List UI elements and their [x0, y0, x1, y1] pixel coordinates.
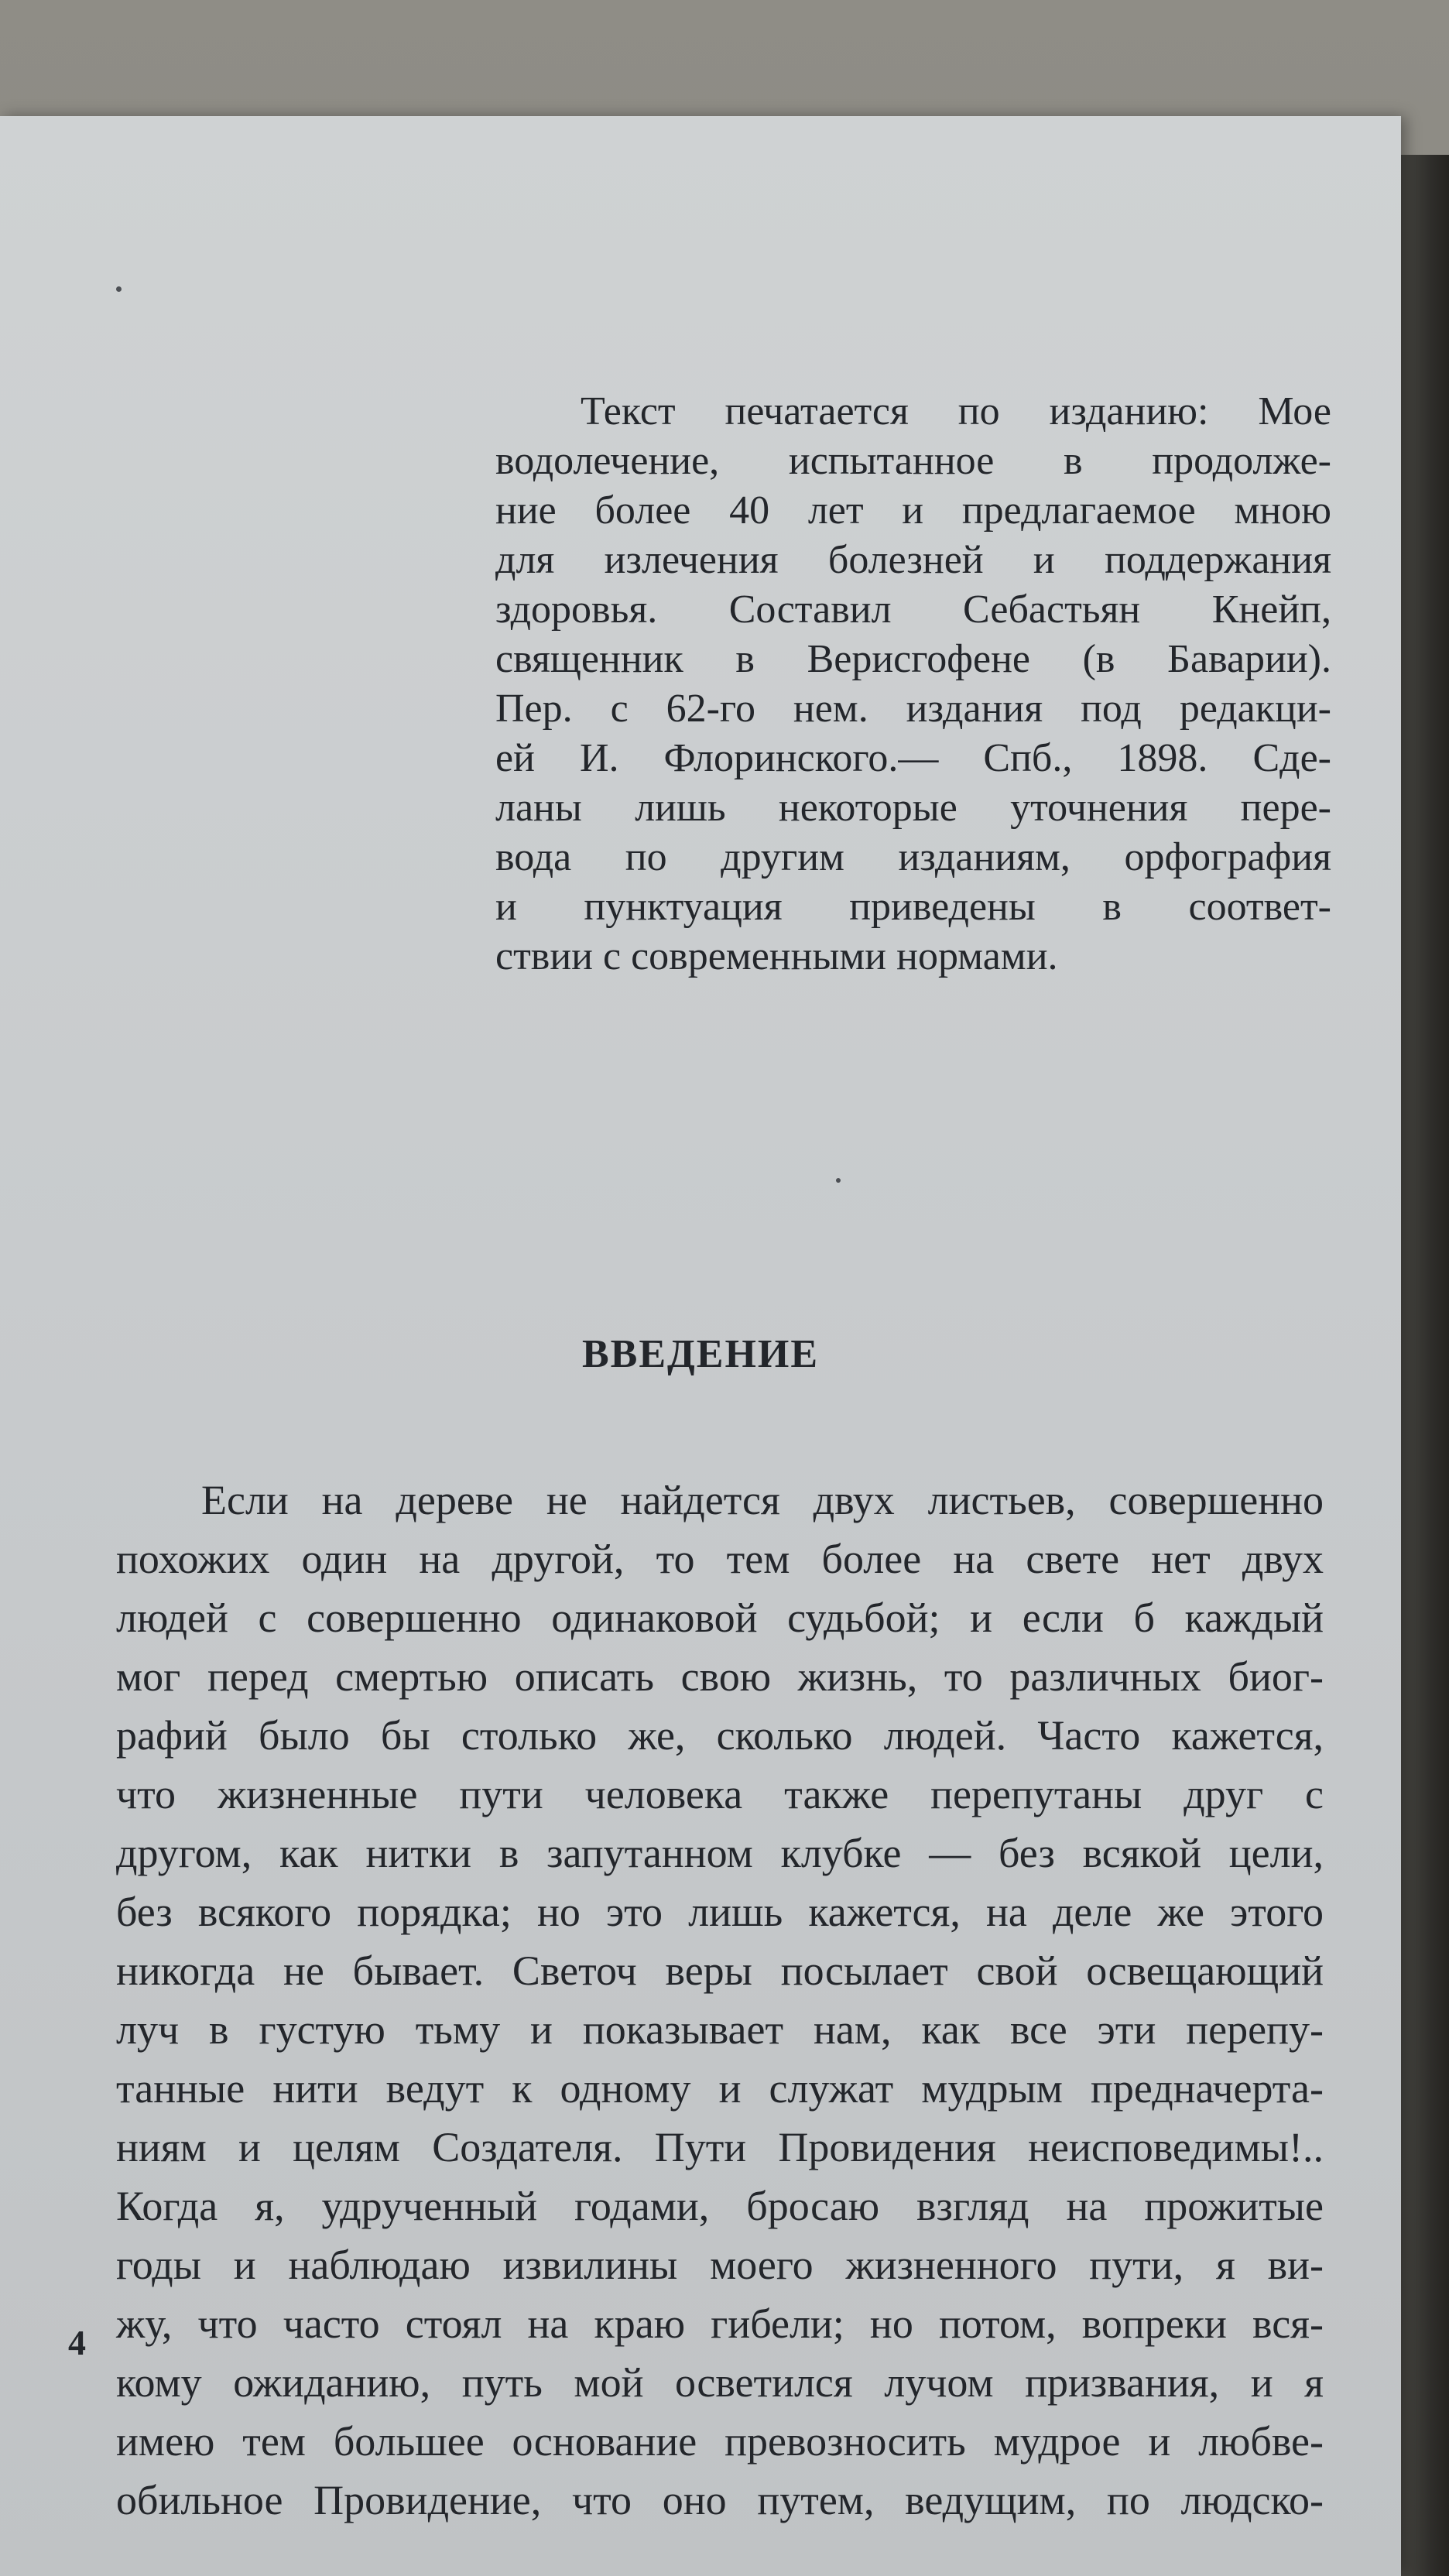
- body-line: что жизненные пути человека также перепутаны друг с: [116, 1771, 1324, 1817]
- note-line: здоровья. Составил Себастьян Кнейп,: [495, 587, 1331, 632]
- body-line: похожих один на другой, то тем более на свете нет двух: [116, 1536, 1324, 1582]
- section-heading: ВВЕДЕНИЕ: [581, 1332, 820, 1376]
- page-edge: [1401, 155, 1449, 2576]
- note-line: вода по другим изданиям, орфография: [495, 835, 1331, 879]
- body-line: рафий было бы столько же, сколько людей. Часто кажется,: [116, 1712, 1324, 1759]
- page-number: 4: [68, 2323, 86, 2362]
- body-line: людей с совершенно одинаковой судьбой; и если б каждый: [116, 1595, 1324, 1641]
- note-line: Текст печатается по изданию: Мое: [581, 389, 1331, 433]
- note-line: Пер. с 62-го нем. издания под редакци-: [495, 687, 1331, 731]
- body-line: другом, как нитки в запутанном клубке — без всякой цели,: [116, 1830, 1324, 1876]
- edition-note: [495, 387, 1331, 981]
- note-line: ей И. Флоринского.— Спб., 1898. Сде-: [495, 736, 1331, 780]
- note-line: ние более 40 лет и предлагаемое мною: [495, 488, 1331, 533]
- body-line: ниям и целям Создателя. Пути Провидения неисповедимы!..: [116, 2124, 1324, 2170]
- body-line: луч в густую тьму и показывает нам, как все эти перепу-: [116, 2006, 1324, 2053]
- body-line: Когда я, удрученный годами, бросаю взгляд на прожитые: [116, 2183, 1324, 2229]
- note-line: и пунктуация приведены в соответ-: [495, 885, 1331, 929]
- print-speck: [116, 286, 122, 292]
- note-line: ланы лишь некоторые уточнения пере-: [495, 786, 1331, 830]
- body-line: годы и наблюдаю извилины моего жизненного пути, я ви-: [116, 2242, 1324, 2288]
- print-speck: [836, 1178, 841, 1183]
- introduction-body: [116, 1471, 1324, 2530]
- body-line: танные нити ведут к одному и служат мудрым предначерта-: [116, 2065, 1324, 2112]
- body-line: кому ожиданию, путь мой осветился лучом призвания, и я: [116, 2359, 1324, 2406]
- note-line: священник в Верисгофене (в Баварии).: [495, 637, 1331, 681]
- body-line: без всякого порядка; но это лишь кажется, на деле же этого: [116, 1889, 1324, 1935]
- body-line: никогда не бывает. Светоч веры посылает свой освещающий: [116, 1947, 1324, 1994]
- body-line: имею тем большее основание превозносить мудрое и любве-: [116, 2418, 1324, 2465]
- body-line: мог перед смертью описать свою жизнь, то различных биог-: [116, 1653, 1324, 1700]
- note-line: ствии с современными нормами.: [495, 934, 1058, 978]
- note-line: для излечения болезней и поддержания: [495, 538, 1331, 582]
- body-line: обильное Провидение, что оно путем, ведущим, по людско-: [116, 2477, 1324, 2523]
- body-line: жу, что часто стоял на краю гибели; но потом, вопреки вся-: [116, 2300, 1324, 2347]
- note-line: водолечение, испытанное в продолже-: [495, 439, 1331, 483]
- body-line: Если на дереве не найдется двух листьев, совершенно: [201, 1477, 1324, 1523]
